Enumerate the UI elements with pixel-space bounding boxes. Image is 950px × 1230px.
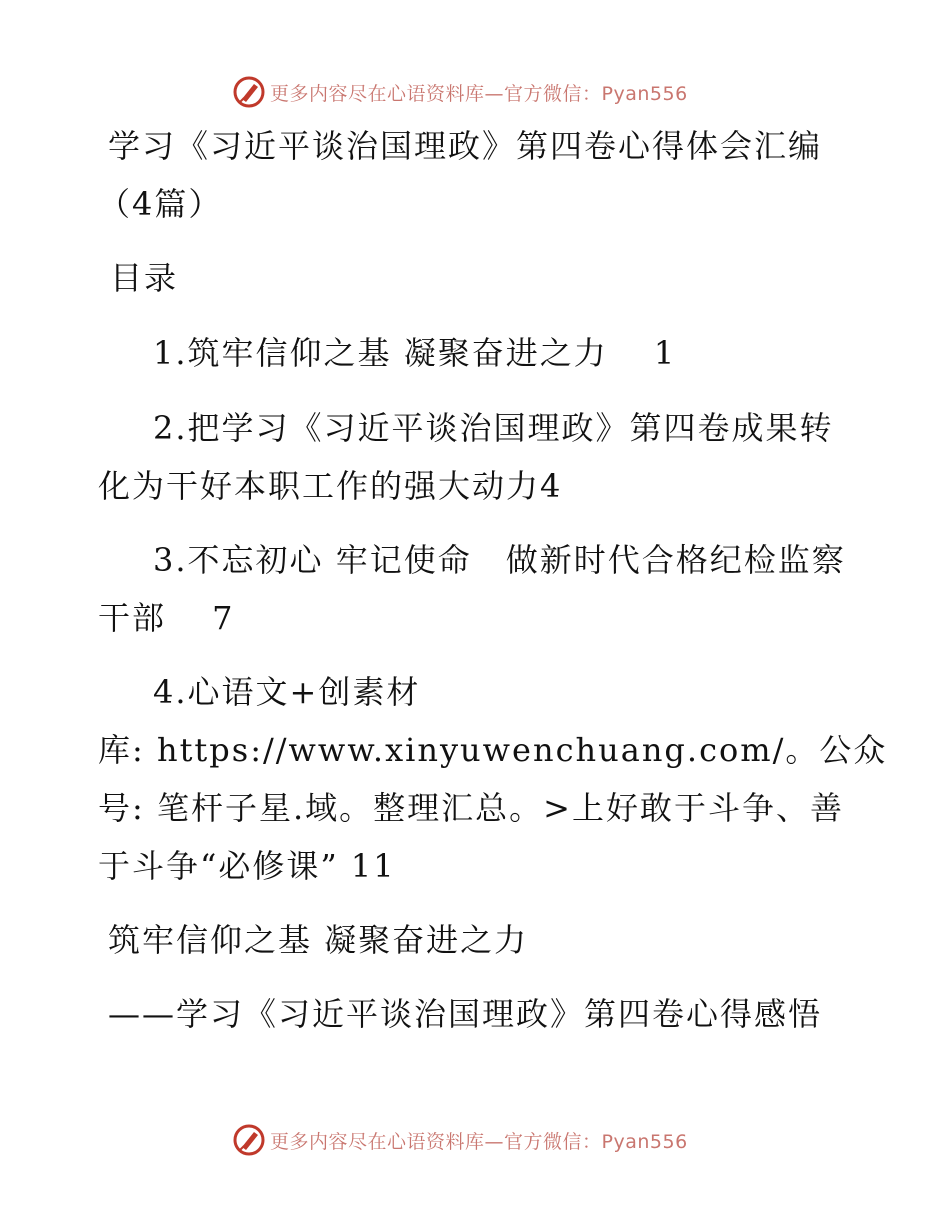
toc-item-4-line-2: 库: https://www.xinyuwenchuang.com/。公众 [98,731,888,769]
toc-item-2-line-1: 2.把学习《习近平谈治国理政》第四卷成果转 [153,409,834,447]
header-watermark [232,74,688,110]
watermark-text: 更多内容尽在心语资料库—官方微信：Pyan556 [270,1130,688,1153]
section-subtitle: ——学习《习近平谈治国理政》第四卷心得感悟 [108,995,823,1033]
toc-item-1: 1.筑牢信仰之基 凝聚奋进之力 1 [153,334,677,372]
toc-heading: 目录 [110,259,179,297]
toc-item-4-line-3: 号: 笔杆子星.域。整理汇总。>上好敢于斗争、善 [98,789,844,827]
document-title-line-2: （4篇） [98,185,223,223]
pen-logo-icon [232,75,266,109]
toc-item-4-line-4: 于斗争“必修课” 11 [98,847,396,885]
toc-item-3-line-1: 3.不忘初心 牢记使命 做新时代合格纪检监察 [153,541,846,579]
toc-item-3-line-2: 干部 7 [98,599,235,637]
toc-item-4-line-1: 4.心语文+创素材 [153,673,421,711]
document-title-line-1: 学习《习近平谈治国理政》第四卷心得体会汇编 [108,127,823,165]
toc-item-2-line-2: 化为干好本职工作的强大动力4 [98,467,563,505]
section-title: 筑牢信仰之基 凝聚奋进之力 [108,921,529,959]
footer-watermark [232,1122,688,1158]
watermark-text: 更多内容尽在心语资料库—官方微信：Pyan556 [270,82,688,105]
pen-logo-icon [232,1123,266,1157]
